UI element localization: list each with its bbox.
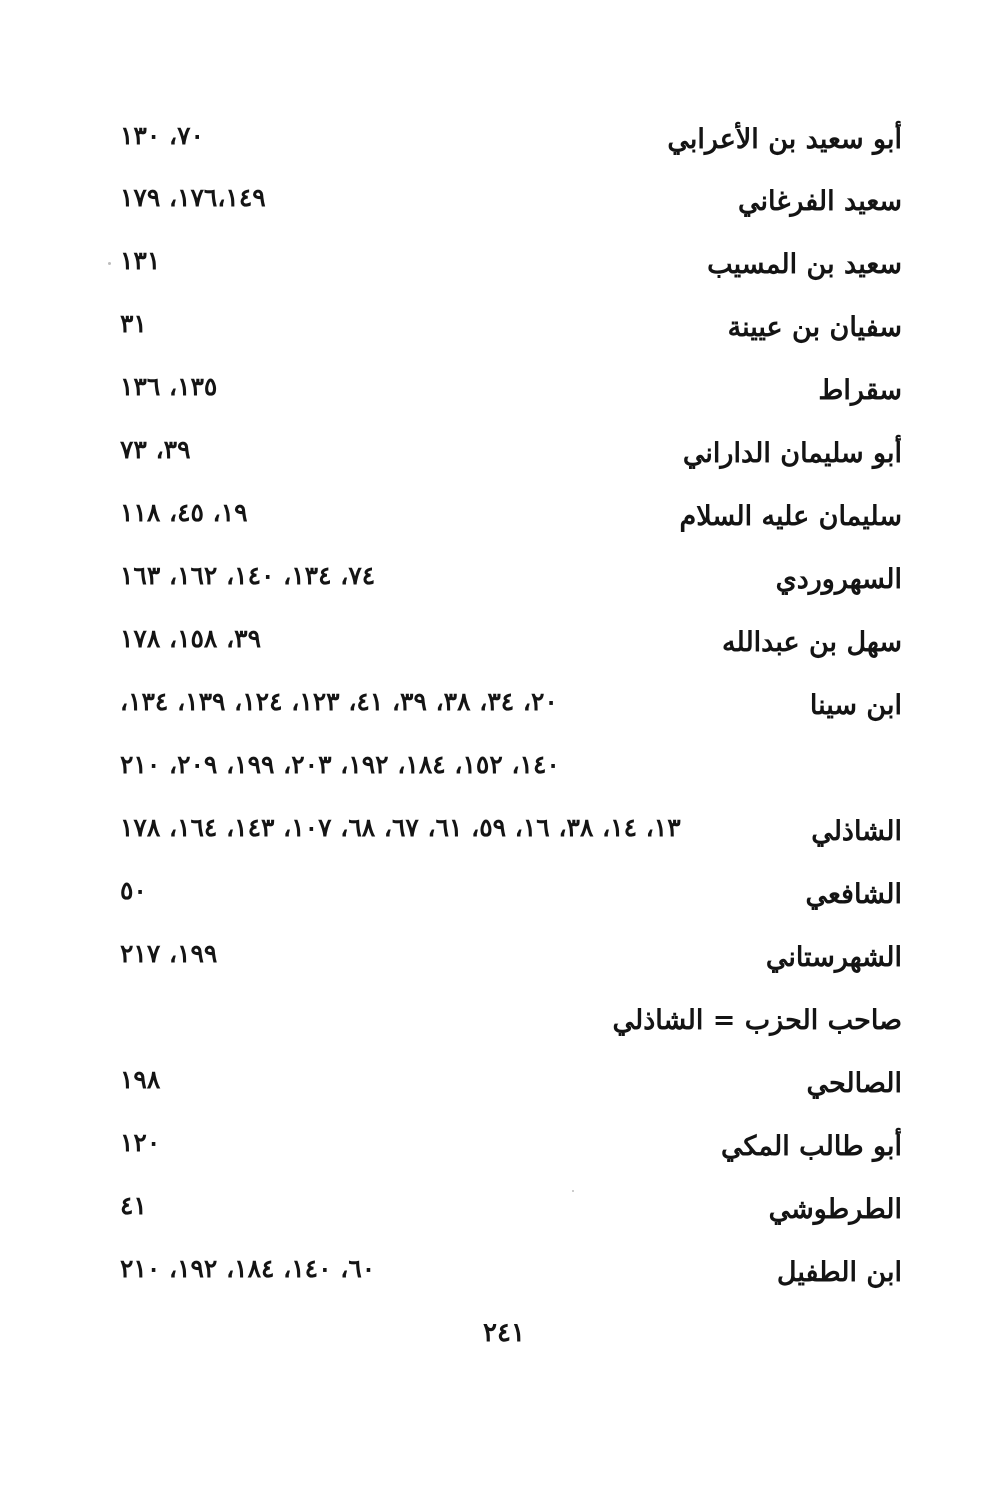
entry-pages: ١٩٨ <box>120 1065 161 1094</box>
entry-name: السهروردي <box>775 564 902 595</box>
entry-pages: ١٩، ٤٥، ١١٨ <box>120 498 248 527</box>
entry-name: سقراط <box>818 375 902 406</box>
entry-name: الشاذلي <box>811 816 902 847</box>
index-entry <box>0 554 1008 614</box>
entry-name: سليمان عليه السلام <box>679 501 902 532</box>
index-entry <box>0 302 1008 362</box>
entry-pages: ٤١ <box>120 1191 147 1220</box>
entry-name: سفيان بن عيينة <box>727 312 902 343</box>
entry-pages: ١٣، ١٤، ٣٨، ١٦، ٥٩، ٦١، ٦٧، ٦٨، ١٠٧، ١٤٣، ١٦٤، ١٧٨ <box>120 813 681 842</box>
entry-pages: ٥٠ <box>120 876 147 905</box>
entry-pages: ٧٠، ١٣٠ <box>120 121 204 150</box>
page-number: ٢٤١ <box>483 1318 525 1348</box>
entry-name: الطرطوشي <box>768 1194 902 1225</box>
entry-pages: ١٧٦،١٤٩، ١٧٩ <box>120 183 266 212</box>
index-entry <box>0 995 1008 1055</box>
index-entry <box>0 806 1008 866</box>
index-entry <box>0 491 1008 551</box>
entry-pages: ٧٤، ١٣٤، ١٤٠، ١٦٢، ١٦٣ <box>120 561 376 590</box>
entry-pages: ١٢٠ <box>120 1128 161 1157</box>
index-entry <box>0 1058 1008 1118</box>
entry-pages: ٦٠، ١٤٠، ١٨٤، ١٩٢، ٢١٠ <box>120 1254 376 1283</box>
paper-speck <box>108 262 111 265</box>
index-entry <box>0 869 1008 929</box>
entry-name: أبو سليمان الداراني <box>682 438 902 469</box>
entry-pages: ١٣١ <box>120 246 161 275</box>
index-entry <box>0 1121 1008 1181</box>
entry-name: ابن سينا <box>809 690 902 721</box>
entry-name: أبو سعيد بن الأعرابي <box>667 124 902 155</box>
index-entry-continuation <box>0 743 1008 803</box>
entry-name: ابن الطفيل <box>776 1257 902 1288</box>
entry-pages: ٣٩، ٧٣ <box>120 435 191 464</box>
entry-pages: ١٣٥، ١٣٦ <box>120 372 218 401</box>
entry-name: أبو طالب المكي <box>721 1131 902 1162</box>
index-entry <box>0 932 1008 992</box>
entry-pages: ٣٩، ١٥٨، ١٧٨ <box>120 624 262 653</box>
index-entry <box>0 1184 1008 1244</box>
entry-name: سعيد بن المسيب <box>707 249 902 280</box>
entry-name: الشهرستاني <box>765 942 902 973</box>
entry-pages: ١٩٩، ٢١٧ <box>120 939 218 968</box>
index-entry <box>0 428 1008 488</box>
index-entry <box>0 239 1008 299</box>
index-entry <box>0 680 1008 740</box>
entry-name: سهل بن عبدالله <box>722 627 902 658</box>
entry-pages: ١٤٠، ١٥٢، ١٨٤، ١٩٢، ٢٠٣، ١٩٩، ٢٠٩، ٢١٠ <box>120 750 560 779</box>
index-entry <box>0 365 1008 425</box>
index-entry <box>0 617 1008 677</box>
entry-name: صاحب الحزب = الشاذلي <box>612 1005 902 1036</box>
entry-name: الصالحي <box>806 1068 902 1099</box>
entry-pages: ٣١ <box>120 309 147 338</box>
index-entry <box>0 176 1008 236</box>
index-entry <box>0 114 1008 174</box>
entry-name: سعيد الفرغاني <box>737 186 902 217</box>
entry-name: الشافعي <box>805 879 902 910</box>
entry-pages: ٢٠، ٣٤، ٣٨، ٣٩، ٤١، ١٢٣، ١٢٤، ١٣٩، ١٣٤، <box>120 687 558 716</box>
paper-speck <box>572 1190 574 1192</box>
index-entry <box>0 1247 1008 1307</box>
